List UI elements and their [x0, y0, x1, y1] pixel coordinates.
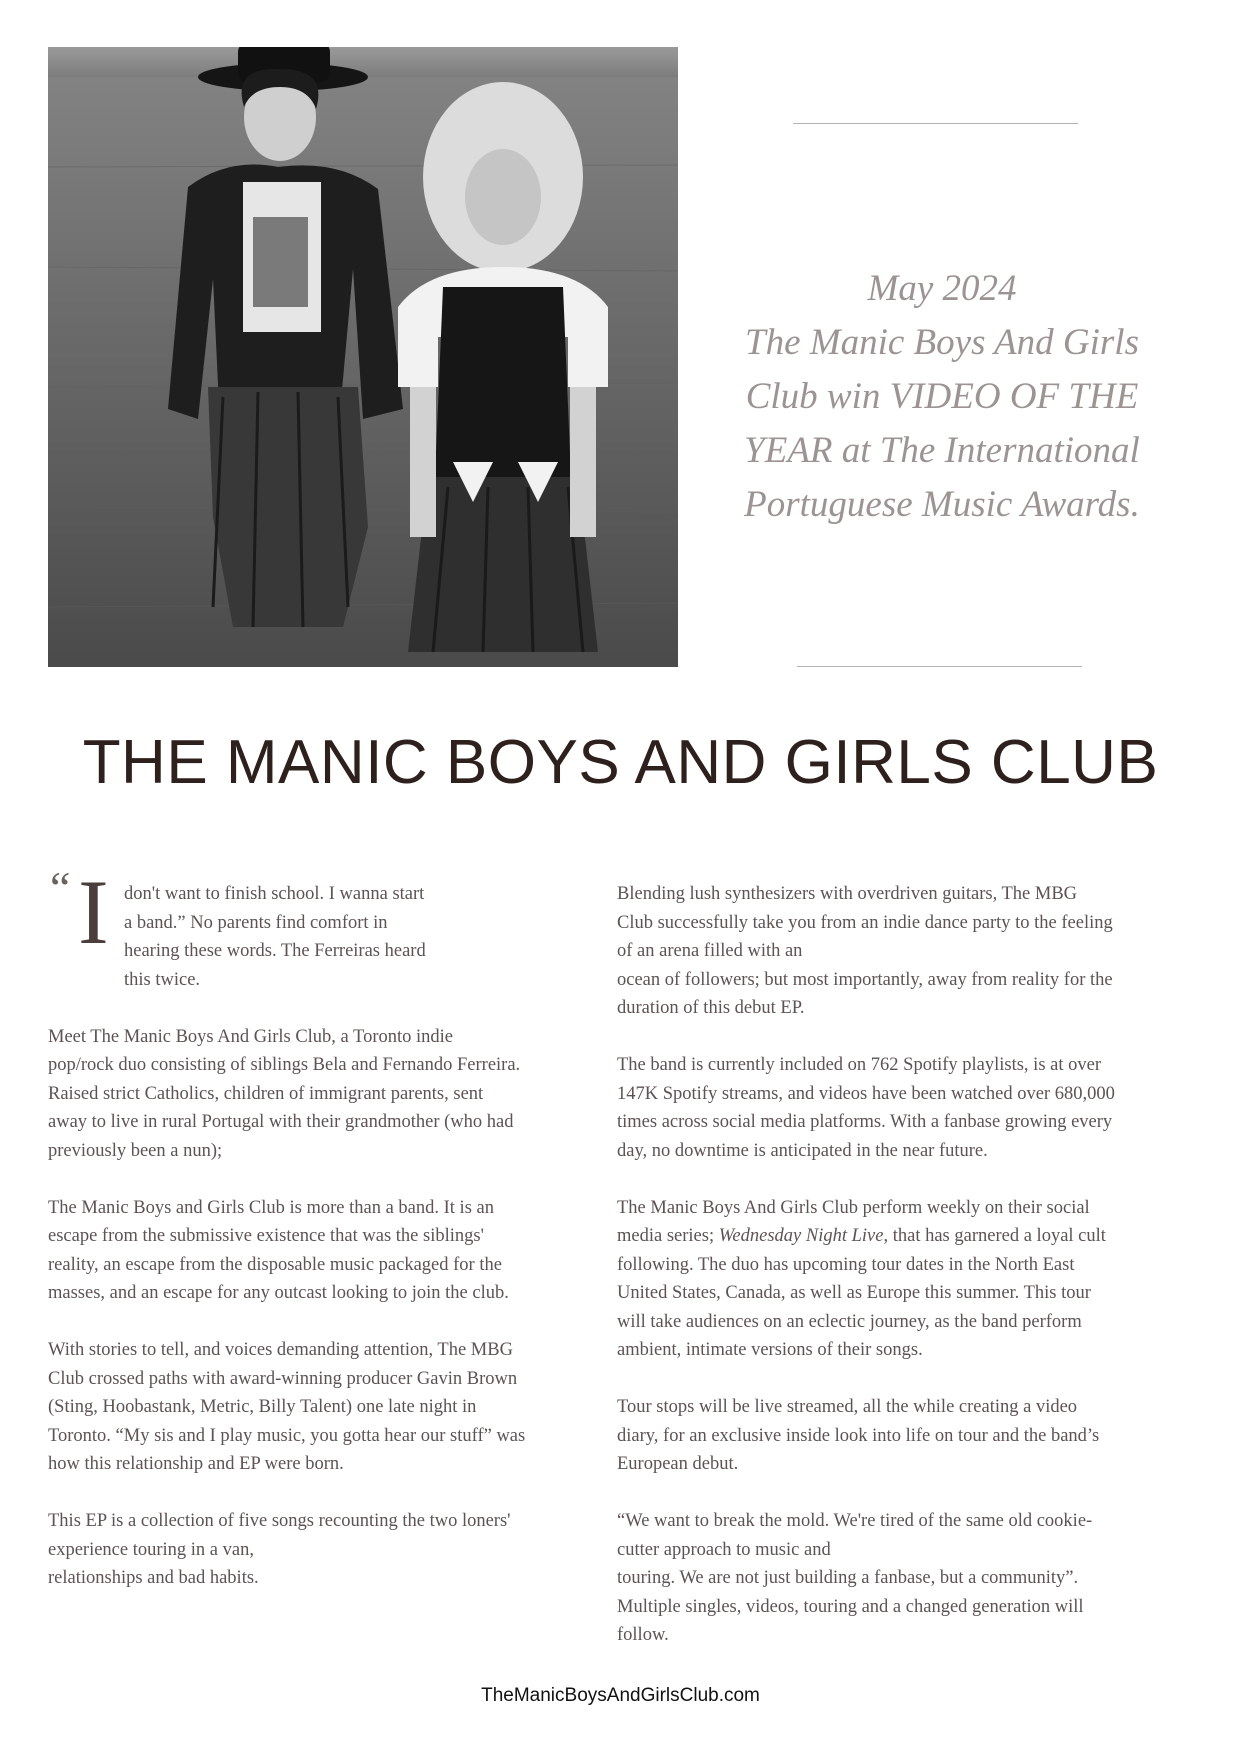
text-line: reality, an escape from the disposable music packaged for the [48, 1254, 502, 1275]
text-line: diary, for an exclusive inside look into life on tour and the band’s [617, 1425, 1100, 1446]
text-line: pop/rock duo consisting of siblings Bela and Fernando Ferreira. [48, 1055, 521, 1075]
paragraph [617, 1393, 1172, 1479]
text-line: The Manic Boys And Girls Club perform weekly on their social [617, 1197, 1090, 1218]
text-line: how this relationship and EP were born. [48, 1454, 344, 1474]
paragraph [48, 1507, 568, 1593]
callout-line: The Manic Boys And Girls [745, 322, 1139, 363]
text-line: a band.” No parents find comfort in [124, 912, 388, 933]
text-line: The band is currently included on 762 Spotify playlists, is at over [617, 1055, 1101, 1075]
paragraph [617, 1051, 1172, 1165]
text-line: (Sting, Hoobastank, Metric, Billy Talent) one late night in [48, 1397, 477, 1417]
website-link[interactable]: TheManicBoysAndGirlsClub.com [481, 1685, 760, 1706]
series-title: Wednesday Night Live [718, 1226, 884, 1246]
text-line: this twice. [124, 969, 201, 990]
text-line: relationships and bad habits. [48, 1568, 259, 1588]
page-title: THE MANIC BOYS AND GIRLS CLUB [82, 728, 1159, 797]
text-line: European debut. [617, 1454, 739, 1474]
text-fragment: , that has garnered a loyal cult [883, 1226, 1106, 1246]
callout-line: Club win VIDEO OF THE [745, 376, 1139, 417]
text-line: The Manic Boys and Girls Club is more than a band. It is an [48, 1197, 494, 1218]
text-line: away to live in rural Portugal with their grandmother (who had [48, 1112, 514, 1132]
text-line: With stories to tell, and voices demanding attention, The MBG [48, 1340, 513, 1360]
callout-line: Portuguese Music Awards. [744, 484, 1140, 525]
text-line: Club crossed paths with award-winning producer Gavin Brown [48, 1368, 518, 1389]
text-line: day, no downtime is anticipated in the near future. [617, 1140, 988, 1161]
text-line: previously been a nun); [48, 1140, 223, 1161]
callout-line: YEAR at The International [744, 430, 1140, 471]
text-line: times across social media platforms. With a fanbase growing every [617, 1112, 1113, 1132]
text-line: Tour stops will be live streamed, all the while creating a video [617, 1397, 1078, 1417]
text-line: of an arena filled with an [617, 941, 803, 961]
paragraph [48, 1336, 568, 1479]
divider-top [793, 123, 1078, 124]
text-line: Meet The Manic Boys And Girls Club, a Toronto indie [48, 1026, 453, 1047]
text-line: don't want to finish school. I wanna start [124, 884, 425, 904]
text-line: Blending lush synthesizers with overdriven guitars, The MBG [617, 884, 1078, 904]
paragraph [617, 1194, 1172, 1365]
text-line: duration of this debut EP. [617, 998, 805, 1018]
text-line: ocean of followers; but most importantly, away from reality for the [617, 969, 1113, 990]
text-line: Toronto. “My sis and I play music, you gotta hear our stuff” was [48, 1425, 526, 1446]
text-line: Club successfully take you from an indie dance party to the feeling [617, 912, 1113, 933]
text-line: will take audiences on an eclectic journey, as the band perform [617, 1311, 1082, 1332]
dropcap-letter: I [78, 861, 109, 963]
text-line: following. The duo has upcoming tour dates in the North East [617, 1254, 1075, 1275]
paragraph [617, 880, 1172, 1023]
text-line: ambient, intimate versions of their songs. [617, 1340, 923, 1360]
quote-mark: “ [50, 862, 71, 913]
text-line: 147K Spotify streams, and videos have been watched over 680,000 [617, 1083, 1115, 1104]
intro-quote [48, 861, 568, 994]
left-column [48, 861, 568, 1621]
text-line: touring. We are not just building a fanbase, but a community”. [617, 1568, 1079, 1588]
text-line: hearing these words. The Ferreiras heard [124, 941, 426, 961]
text-line: Multiple singles, videos, touring and a changed generation will [617, 1596, 1084, 1617]
text-line: cutter approach to music and [617, 1539, 831, 1560]
award-callout [722, 262, 1162, 532]
text-line: experience touring in a van, [48, 1539, 254, 1560]
paragraph [48, 1023, 568, 1166]
text-line: United States, Canada, as well as Europe this summer. This tour [617, 1283, 1091, 1303]
text-line: This EP is a collection of five songs recounting the two loners' [48, 1511, 511, 1531]
intro-text [124, 880, 524, 994]
text-line: follow. [617, 1625, 669, 1645]
paragraph [48, 1194, 568, 1308]
divider-bottom [797, 666, 1082, 667]
text-line: masses, and an escape for any outcast looking to join the club. [48, 1283, 509, 1303]
callout-line: May 2024 [867, 268, 1017, 309]
text-fragment: media series; [617, 1226, 719, 1246]
text-line: “We want to break the mold. We're tired of the same old cookie- [617, 1511, 1093, 1531]
paragraph [617, 1507, 1172, 1650]
text-line: Raised strict Catholics, children of immigrant parents, sent [48, 1083, 484, 1104]
text-line: escape from the submissive existence that was the siblings' [48, 1226, 484, 1246]
text-line [617, 1222, 1172, 1251]
right-column [617, 880, 1172, 1678]
band-photo [48, 47, 678, 667]
